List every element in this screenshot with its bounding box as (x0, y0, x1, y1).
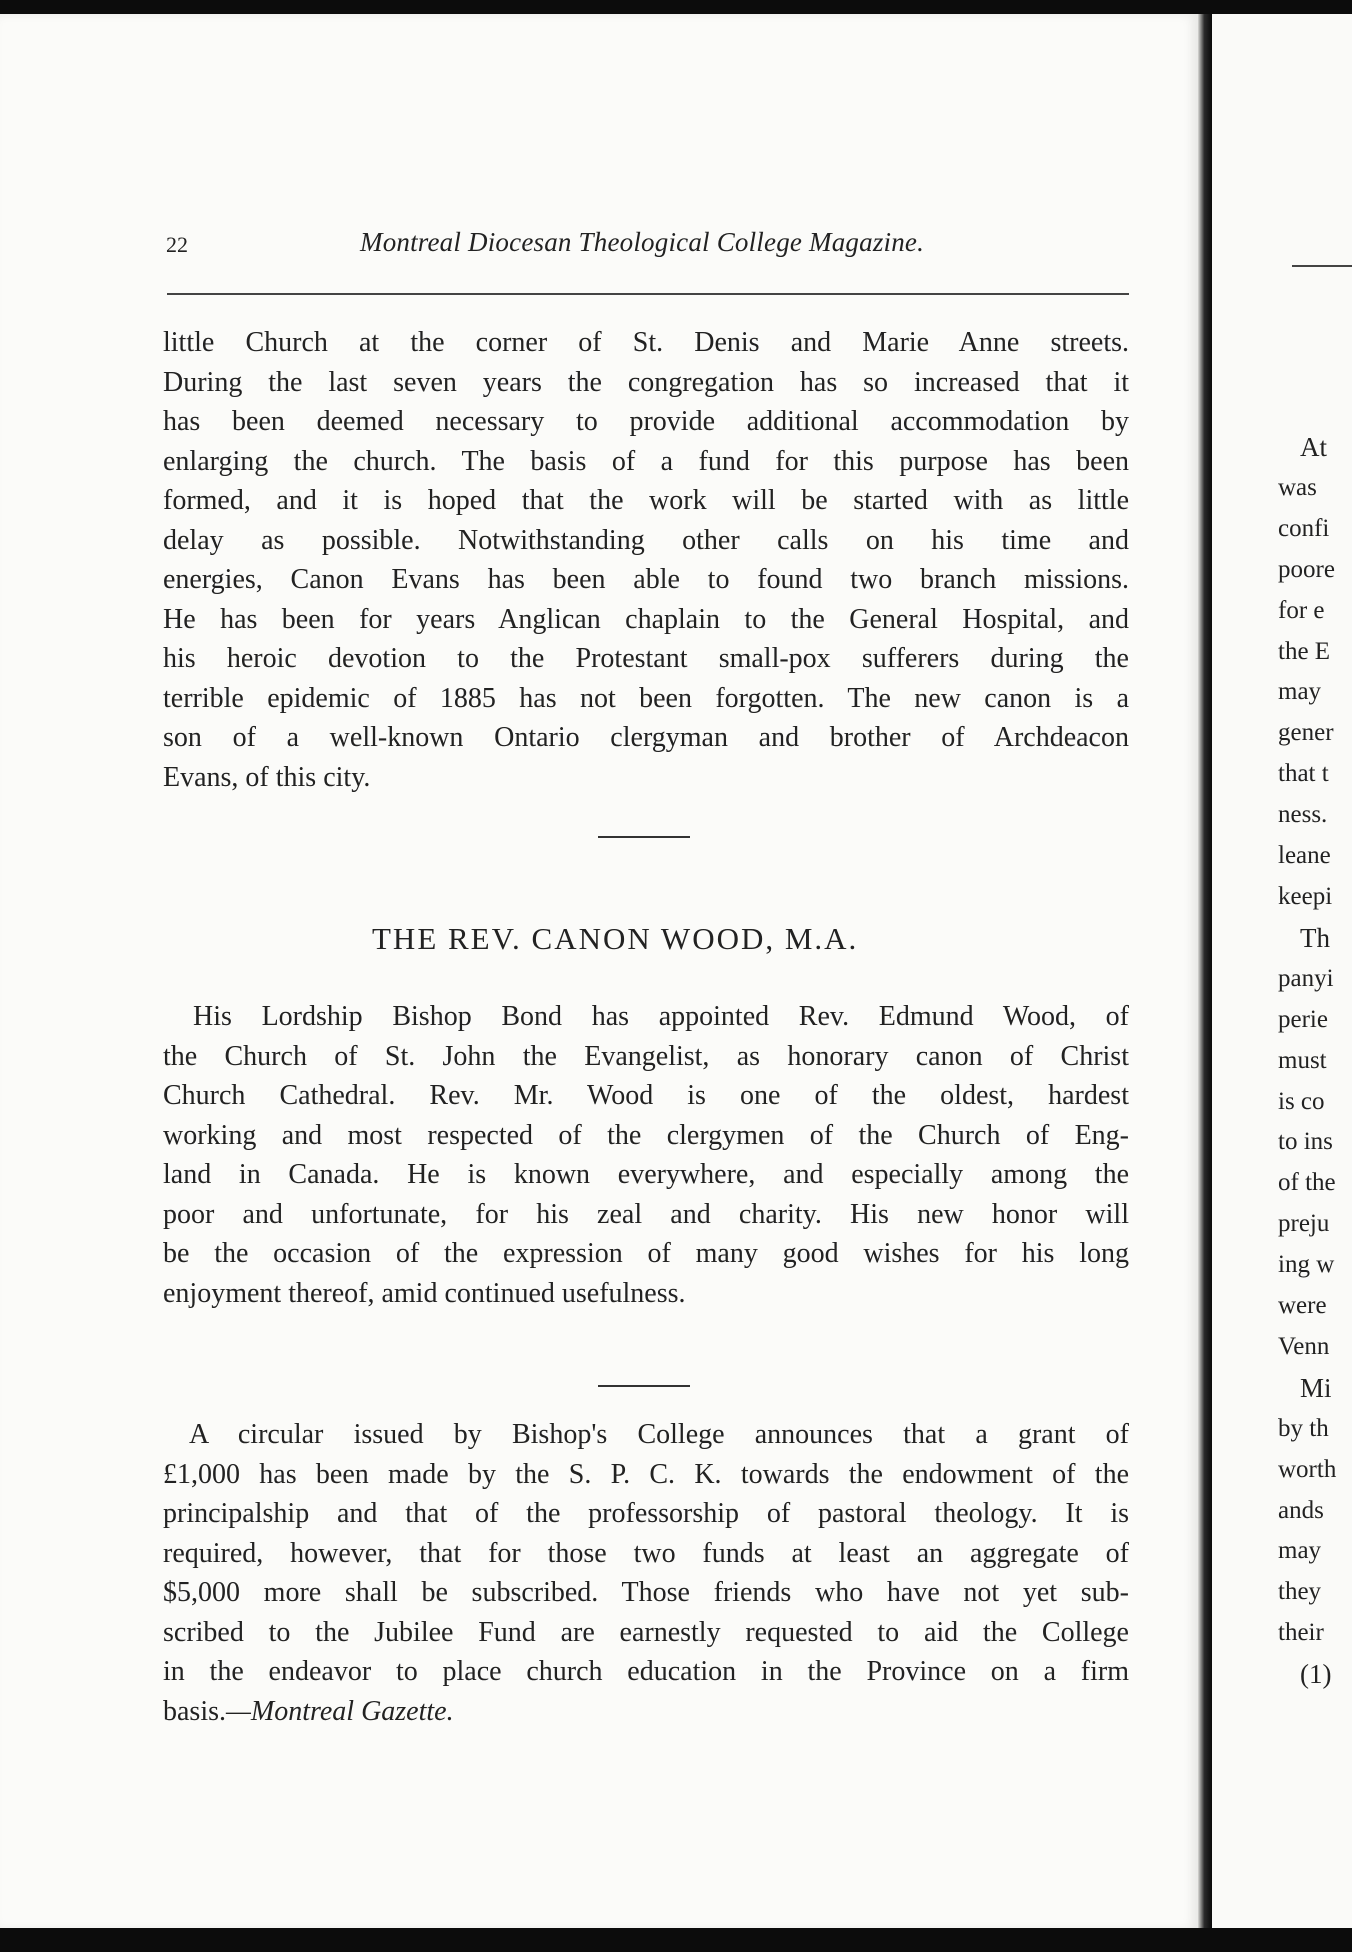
right-page-line-start: must (1278, 1046, 1327, 1074)
text-line: His Lordship Bishop Bond has appointed Rev. Edmund Wood, of (193, 1001, 1129, 1032)
right-header-rule (1292, 265, 1352, 267)
text-line: has been deemed necessary to provide additional accommodation by (163, 406, 1129, 437)
right-page-line-start: ands (1278, 1496, 1324, 1524)
right-page-line-start: to ins (1278, 1128, 1333, 1156)
right-page-line-start: Th (1300, 922, 1330, 953)
running-title: Montreal Diocesan Theological College Magazine. (360, 227, 925, 257)
section-separator (598, 1385, 690, 1387)
right-page-line-start: were (1278, 1292, 1327, 1320)
text-line: During the last seven years the congregation has so increased that it (163, 366, 1129, 398)
text-line: terrible epidemic of 1885 has not been forgotten. The new canon is a (163, 682, 1129, 714)
source-credit: —Montreal Gazette. (226, 1695, 454, 1727)
scan-bottom-border (0, 1928, 1352, 1952)
text-line: Church Cathedral. Rev. Mr. Wood is one of the oldest, hardest (163, 1080, 1129, 1111)
section-heading: THE REV. CANON WOOD, M.A. (372, 921, 859, 956)
right-page-line-start: may (1278, 1537, 1322, 1565)
text-line: energies, Canon Evans has been able to found two branch missions. (163, 564, 1129, 595)
text-line: He has been for years Anglican chaplain to the General Hospital, and (163, 603, 1129, 635)
right-page-line-start: poore (1278, 555, 1335, 583)
text-line: scribed to the Jubilee Fund are earnestly requested to aid the College (163, 1616, 1129, 1648)
text-line: delay as possible. Notwithstanding other calls on his time and (163, 524, 1129, 556)
page-number: 22 (166, 232, 188, 257)
right-page-line-start: their (1278, 1619, 1324, 1647)
text-line (163, 1692, 1129, 1732)
text-line: poor and unfortunate, for his zeal and charity. His new honor will (163, 1198, 1129, 1230)
text-line: required, however, that for those two funds at least an aggregate of (163, 1537, 1129, 1569)
text-line: enlarging the church. The basis of a fund for this purpose has been (163, 445, 1129, 477)
right-page-edge (1212, 14, 1352, 1930)
text-line: A circular issued by Bishop's College announces that a grant of (189, 1419, 1129, 1450)
right-page-line-start: for e (1278, 596, 1325, 624)
text-line: $5,000 more shall be subscribed. Those friends who have not yet sub- (163, 1577, 1129, 1608)
right-page-line-start: keepi (1278, 882, 1333, 910)
right-page-line-start: they (1278, 1578, 1322, 1606)
right-page-line-start: that t (1278, 760, 1329, 788)
left-page (0, 14, 1198, 1930)
text-line: his heroic devotion to the Protestant small-pox sufferers during the (163, 643, 1129, 674)
text-line: land in Canada. He is known everywhere, and especially among the (163, 1159, 1129, 1190)
paragraph-canon-evans (163, 323, 1129, 797)
right-page-line-start: preju (1278, 1210, 1330, 1238)
text-line: enjoyment thereof, amid continued usefulness. (163, 1277, 686, 1309)
text-line: little Church at the corner of St. Denis and Marie Anne streets. (163, 327, 1129, 358)
text-fragment: basis. (163, 1695, 226, 1727)
right-page-line-start: perie (1278, 1005, 1328, 1033)
right-page-line-start: Mi (1300, 1372, 1332, 1403)
text-line: son of a well-known Ontario clergyman and brother of Archdeacon (163, 722, 1129, 753)
right-page-line-start: ness. (1278, 801, 1328, 829)
paragraph-bishops-college (163, 1415, 1129, 1731)
right-page-line-start: gener (1278, 719, 1334, 747)
right-page-line-start: leane (1278, 842, 1331, 870)
right-page-line-start: by th (1278, 1414, 1329, 1442)
right-page-line-start: worth (1278, 1455, 1337, 1483)
text-line: be the occasion of the expression of many good wishes for his long (163, 1238, 1129, 1269)
text-line: Evans, of this city. (163, 761, 371, 793)
text-line: in the endeavor to place church education in the Province on a firm (163, 1656, 1129, 1687)
right-page-line-start: may (1278, 678, 1322, 706)
right-page-line-start: confi (1278, 514, 1330, 542)
right-page-line-start: the E (1278, 637, 1331, 665)
header-rule (167, 293, 1129, 295)
right-page-line-start: Venn (1278, 1332, 1330, 1360)
right-page-line-start: was (1278, 473, 1317, 501)
right-page-line-start: of the (1278, 1169, 1336, 1197)
text-line: working and most respected of the clergymen of the Church of Eng- (163, 1119, 1129, 1151)
text-line: £1,000 has been made by the S. P. C. K. towards the endowment of the (163, 1458, 1129, 1490)
book-gutter (1198, 14, 1212, 1930)
right-page-line-start: At (1300, 432, 1327, 462)
text-line: formed, and it is hoped that the work will be started with as little (163, 485, 1129, 516)
paragraph-canon-wood (163, 997, 1129, 1313)
text-line: principalship and that of the professorship of pastoral theology. It is (163, 1498, 1129, 1529)
right-page-line-start: ing w (1278, 1251, 1335, 1279)
text-line: the Church of St. John the Evangelist, as honorary canon of Christ (163, 1040, 1129, 1072)
right-page-line-start: panyi (1278, 964, 1334, 992)
right-page-line-start: (1) (1300, 1659, 1332, 1690)
right-page-line-start: is co (1278, 1087, 1325, 1115)
section-separator (598, 836, 690, 838)
right-page-line-fragments (1278, 427, 1336, 1695)
